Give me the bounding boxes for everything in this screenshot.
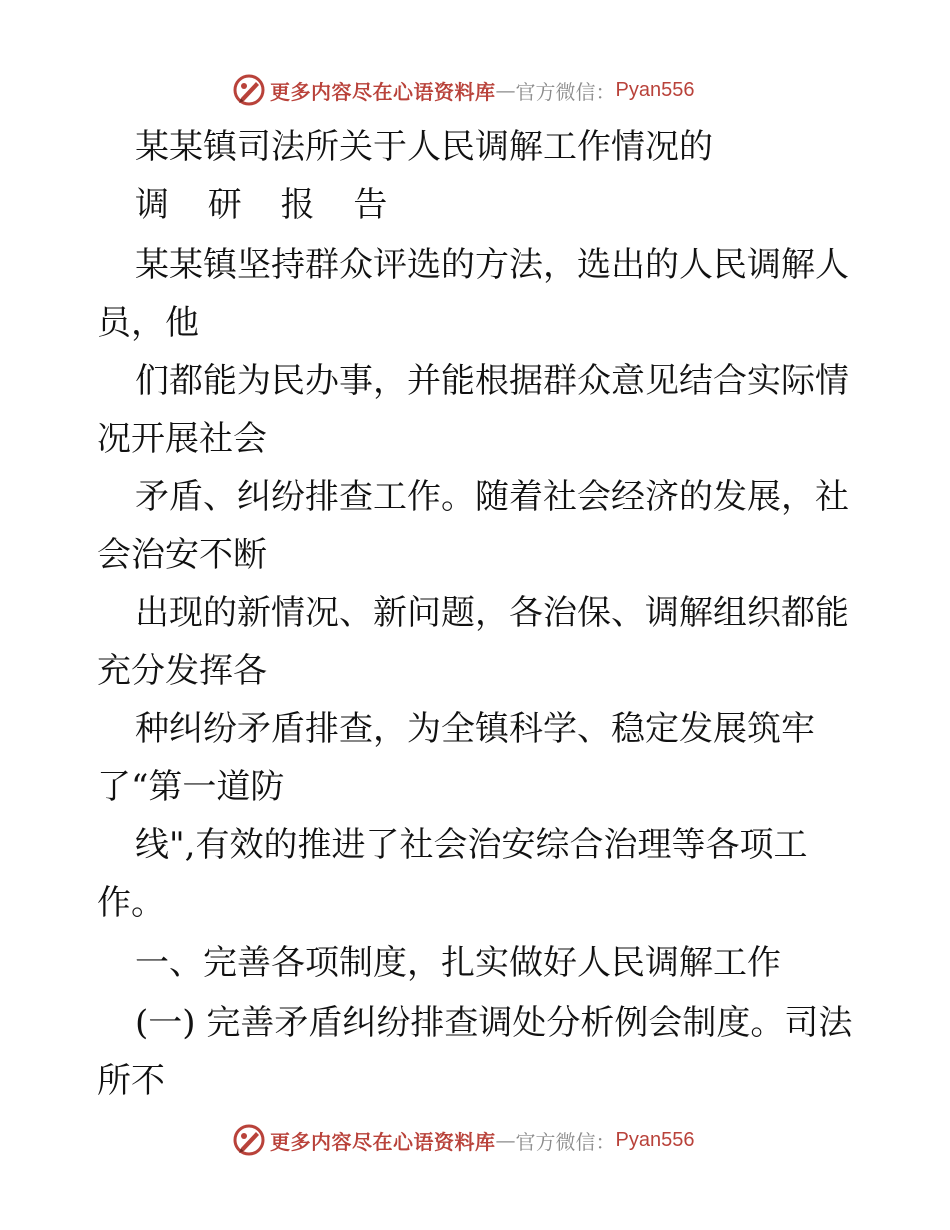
banner-wechat-label: 官方微信： bbox=[515, 79, 616, 104]
paragraph-line: 作。 bbox=[97, 883, 165, 923]
paragraph-line: 况开展社会 bbox=[97, 419, 267, 459]
paragraph-line: (一) 完善矛盾纠纷排查调处分析例会制度。司法 bbox=[135, 1003, 853, 1043]
document-title-line-2: 调 研 报 告 bbox=[135, 185, 402, 225]
banner-brand-text: 更多内容尽在心语资料库 bbox=[270, 79, 496, 104]
paragraph-line: 们都能为民办事，并能根据群众意见结合实际情 bbox=[135, 361, 849, 401]
paragraph-line: 矛盾、纠纷排查工作。随着社会经济的发展，社 bbox=[135, 477, 849, 517]
banner-separator: — bbox=[495, 1128, 516, 1152]
paragraph-line: 某某镇坚持群众评选的方法，选出的人民调解人 bbox=[135, 245, 849, 285]
paragraph-line: 会治安不断 bbox=[97, 535, 267, 575]
paragraph-line: 种纠纷矛盾排查，为全镇科学、稳定发展筑牢 bbox=[135, 709, 815, 749]
pen-logo-icon bbox=[232, 73, 266, 107]
banner-wechat-label: 官方微信： bbox=[515, 1129, 616, 1154]
pen-logo-icon bbox=[232, 1123, 266, 1157]
footer-banner bbox=[232, 1120, 694, 1160]
paragraph-line: 线",有效的推进了社会治安综合治理等各项工 bbox=[135, 825, 808, 865]
header-banner bbox=[232, 70, 694, 110]
banner-separator: — bbox=[495, 78, 516, 102]
paragraph-line: 所不 bbox=[97, 1061, 165, 1101]
banner-brand-text: 更多内容尽在心语资料库 bbox=[270, 1129, 496, 1154]
banner-wechat-id: Pyan556 bbox=[615, 1128, 695, 1151]
paragraph-line: 出现的新情况、新问题，各治保、调解组织都能 bbox=[135, 593, 849, 633]
paragraph-line: 了“第一道防 bbox=[97, 767, 285, 807]
section-heading: 一、完善各项制度，扎实做好人民调解工作 bbox=[135, 943, 781, 983]
paragraph-line: 充分发挥各 bbox=[97, 651, 267, 691]
document-title-line-1: 某某镇司法所关于人民调解工作情况的 bbox=[135, 127, 713, 167]
paragraph-line: 员，他 bbox=[97, 303, 199, 343]
banner-wechat-id: Pyan556 bbox=[615, 78, 695, 101]
